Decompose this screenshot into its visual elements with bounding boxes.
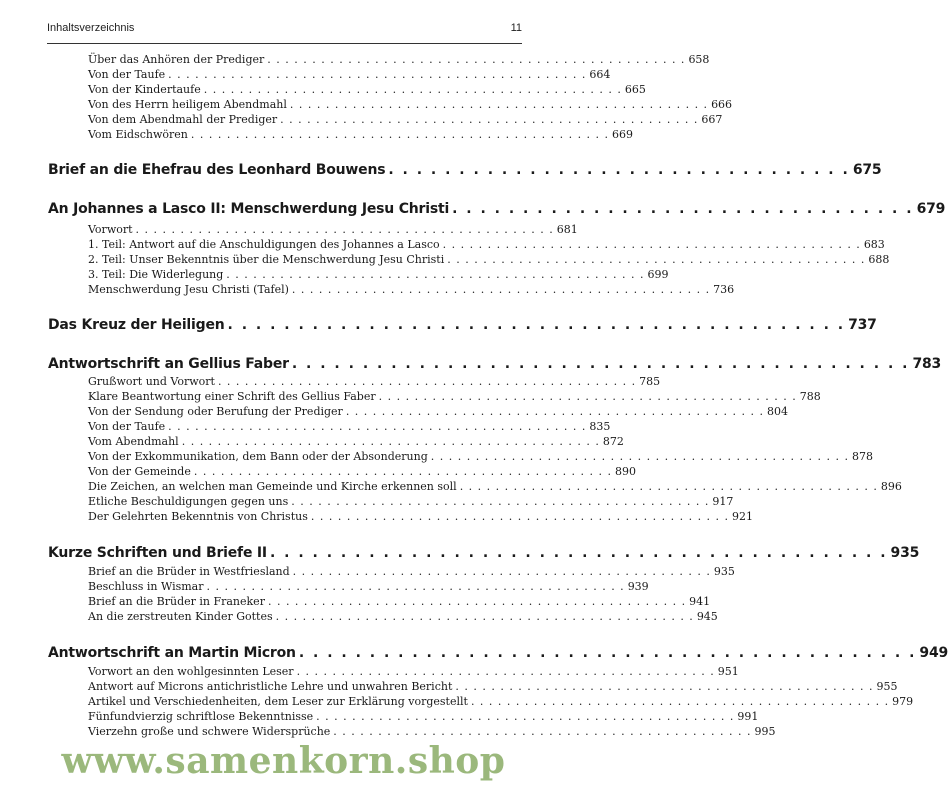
toc-section-heading[interactable]: Das Kreuz der Heiligen . . . . . . . . . . . . . . . . . . . . . . . . . . . . . . . . . . . . . . . . . . . . 737 xyxy=(48,317,877,333)
toc-entry[interactable]: Grußwort und Vorwort . . . . . . . . . . . . . . . . . . . . . . . . . . . . . . . . . . . . . . . . . . . . . . . 785 xyxy=(88,375,661,388)
toc-section-heading[interactable]: An Johannes a Lasco II: Menschwerdung Jesu Christi . . . . . . . . . . . . . . . . . . . . . . . . . . . . . . . . . 679 xyxy=(48,201,946,217)
toc-entry[interactable]: Vom Eidschwören . . . . . . . . . . . . . . . . . . . . . . . . . . . . . . . . . . . . . . . . . . . . . . . 669 xyxy=(88,128,634,141)
toc-entry[interactable]: Von des Herrn heiligem Abendmahl . . . . . . . . . . . . . . . . . . . . . . . . . . . . . . . . . . . . . . . . . . . . . . . 666 xyxy=(88,98,733,111)
toc-entry[interactable]: Fünfundvierzig schriftlose Bekenntnisse . . . . . . . . . . . . . . . . . . . . . . . . . . . . . . . . . . . . . . . . . . . . . . . 991 xyxy=(88,710,759,723)
toc-entry[interactable]: Vierzehn große und schwere Widersprüche . . . . . . . . . . . . . . . . . . . . . . . . . . . . . . . . . . . . . . . . . . . . . . . 995 xyxy=(88,725,776,738)
toc-entry[interactable]: Über das Anhören der Prediger . . . . . . . . . . . . . . . . . . . . . . . . . . . . . . . . . . . . . . . . . . . . . . . 658 xyxy=(88,53,710,66)
toc-entry[interactable]: Vom Abendmahl . . . . . . . . . . . . . . . . . . . . . . . . . . . . . . . . . . . . . . . . . . . . . . . 872 xyxy=(88,435,624,448)
toc-entry[interactable]: 2. Teil: Unser Bekenntnis über die Menschwerdung Jesu Christi . . . . . . . . . . . . . . . . . . . . . . . . . . . . . . . . . . . . . . . . . . . . . . . 688 xyxy=(88,253,890,266)
header-page-number: 11 xyxy=(510,22,522,34)
toc-entry[interactable]: Brief an die Brüder in Westfriesland . . . . . . . . . . . . . . . . . . . . . . . . . . . . . . . . . . . . . . . . . . . . . . . 935 xyxy=(88,565,735,578)
header-rule xyxy=(47,43,522,44)
toc-entry[interactable]: Von der Taufe . . . . . . . . . . . . . . . . . . . . . . . . . . . . . . . . . . . . . . . . . . . . . . . 835 xyxy=(88,420,611,433)
toc-entry[interactable]: Klare Beantwortung einer Schrift des Gellius Faber . . . . . . . . . . . . . . . . . . . . . . . . . . . . . . . . . . . . . . . . . . . . . . . 788 xyxy=(88,390,821,403)
toc-entry[interactable]: Etliche Beschuldigungen gegen uns . . . . . . . . . . . . . . . . . . . . . . . . . . . . . . . . . . . . . . . . . . . . . . . 917 xyxy=(88,495,734,508)
watermark: www.samenkorn.shop xyxy=(61,740,506,782)
header-title: Inhaltsverzeichnis xyxy=(47,22,135,34)
toc-entry[interactable]: An die zerstreuten Kinder Gottes . . . . . . . . . . . . . . . . . . . . . . . . . . . . . . . . . . . . . . . . . . . . . . . 945 xyxy=(88,610,718,623)
running-header xyxy=(47,22,522,34)
toc-entry[interactable]: Menschwerdung Jesu Christi (Tafel) . . . . . . . . . . . . . . . . . . . . . . . . . . . . . . . . . . . . . . . . . . . . . . . 736 xyxy=(88,283,735,296)
toc-entry[interactable]: Artikel und Verschiedenheiten, dem Leser zur Erklärung vorgestellt . . . . . . . . . . . . . . . . . . . . . . . . . . . . . . . . . . . . . . . . . . . . . . . 979 xyxy=(88,695,914,708)
toc-entry[interactable]: Von der Exkommunikation, dem Bann oder der Absonderung . . . . . . . . . . . . . . . . . . . . . . . . . . . . . . . . . . . . . . . . . . . . . . . 878 xyxy=(88,450,873,463)
toc-entry[interactable]: Vorwort an den wohlgesinnten Leser . . . . . . . . . . . . . . . . . . . . . . . . . . . . . . . . . . . . . . . . . . . . . . . 951 xyxy=(88,665,739,678)
toc-entry[interactable]: Die Zeichen, an welchen man Gemeinde und Kirche erkennen soll . . . . . . . . . . . . . . . . . . . . . . . . . . . . . . . . . . . . . . . . . . . . . . . 896 xyxy=(88,480,902,493)
toc-entry[interactable]: Von dem Abendmahl der Prediger . . . . . . . . . . . . . . . . . . . . . . . . . . . . . . . . . . . . . . . . . . . . . . . 667 xyxy=(88,113,723,126)
toc-section-heading[interactable]: Antwortschrift an Gellius Faber . . . . . . . . . . . . . . . . . . . . . . . . . . . . . . . . . . . . . . . . . . . . 783 xyxy=(48,356,942,372)
toc-entry[interactable]: Von der Taufe . . . . . . . . . . . . . . . . . . . . . . . . . . . . . . . . . . . . . . . . . . . . . . . 664 xyxy=(88,68,611,81)
toc-entry[interactable]: Von der Sendung oder Berufung der Prediger . . . . . . . . . . . . . . . . . . . . . . . . . . . . . . . . . . . . . . . . . . . . . . . 804 xyxy=(88,405,788,418)
toc-entry[interactable]: Beschluss in Wismar . . . . . . . . . . . . . . . . . . . . . . . . . . . . . . . . . . . . . . . . . . . . . . . 939 xyxy=(88,580,649,593)
toc-entry[interactable]: 3. Teil: Die Widerlegung . . . . . . . . . . . . . . . . . . . . . . . . . . . . . . . . . . . . . . . . . . . . . . . 699 xyxy=(88,268,669,281)
toc-section-heading[interactable]: Brief an die Ehefrau des Leonhard Bouwens . . . . . . . . . . . . . . . . . . . . . . . . . . . . . . . . . 675 xyxy=(48,162,882,178)
toc-section-heading[interactable]: Antwortschrift an Martin Micron . . . . . . . . . . . . . . . . . . . . . . . . . . . . . . . . . . . . . . . . . . . . 949 xyxy=(48,645,948,661)
toc-entry[interactable]: Antwort auf Microns antichristliche Lehre und unwahren Bericht . . . . . . . . . . . . . . . . . . . . . . . . . . . . . . . . . . . . . . . . . . . . . . . 955 xyxy=(88,680,898,693)
toc-entry[interactable]: Brief an die Brüder in Franeker . . . . . . . . . . . . . . . . . . . . . . . . . . . . . . . . . . . . . . . . . . . . . . . 941 xyxy=(88,595,711,608)
toc-entry[interactable]: Der Gelehrten Bekenntnis von Christus . . . . . . . . . . . . . . . . . . . . . . . . . . . . . . . . . . . . . . . . . . . . . . . 921 xyxy=(88,510,754,523)
toc-entry[interactable]: 1. Teil: Antwort auf die Anschuldigungen des Johannes a Lasco . . . . . . . . . . . . . . . . . . . . . . . . . . . . . . . . . . . . . . . . . . . . . . . 683 xyxy=(88,238,885,251)
toc-entry[interactable]: Vorwort . . . . . . . . . . . . . . . . . . . . . . . . . . . . . . . . . . . . . . . . . . . . . . . 681 xyxy=(88,223,578,236)
toc-entry[interactable]: Von der Kindertaufe . . . . . . . . . . . . . . . . . . . . . . . . . . . . . . . . . . . . . . . . . . . . . . . 665 xyxy=(88,83,646,96)
toc-section-heading[interactable]: Kurze Schriften und Briefe II . . . . . . . . . . . . . . . . . . . . . . . . . . . . . . . . . . . . . . . . . . . . 935 xyxy=(48,545,920,561)
toc-entry[interactable]: Von der Gemeinde . . . . . . . . . . . . . . . . . . . . . . . . . . . . . . . . . . . . . . . . . . . . . . . 890 xyxy=(88,465,637,478)
